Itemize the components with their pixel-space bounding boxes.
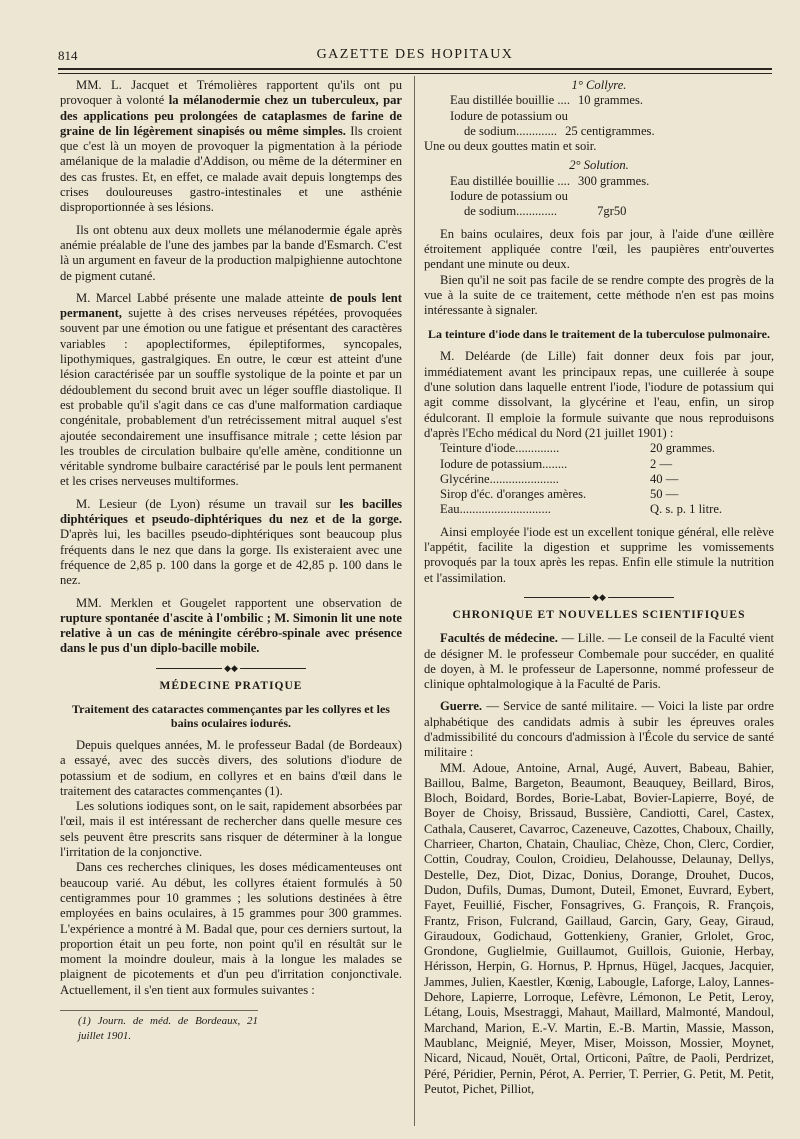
- header-rule: [58, 68, 772, 74]
- section-divider: ◆◆: [156, 663, 306, 673]
- recipe-ingredient: Iodure de potassium........: [440, 456, 568, 471]
- recipe-amount: 2 —: [650, 456, 673, 471]
- section-title-medecine: MÉDECINE PRATIQUE: [159, 679, 303, 692]
- subtitle-cataractes: Traitement des cataractes commençantes par les collyres et les bains oculaires iodurés.: [72, 701, 390, 730]
- paragraph-bien: Bien qu'il ne soit pas facile de se rendre compte des progrès de la vue à la suite de ce traitement, cette méthode n'en est pas moins intéressante à signaler.: [424, 272, 774, 318]
- recipe-ingredient: Sirop d'éc. d'oranges amères.: [440, 487, 587, 502]
- right-column: [424, 78, 774, 1097]
- column-divider: [414, 76, 415, 1126]
- recipe-amount: 40 —: [650, 471, 679, 486]
- formula-row: de sodium............. 7gr50: [464, 204, 627, 219]
- paragraph-guerre: Guerre. — Service de santé militaire. — Voici la liste par ordre alphabétique des candidats admis à subir les épreuves orales d'admissibilité du concours d'admission à l'École du service de santé militaire :: [424, 699, 774, 760]
- page-header: [58, 44, 772, 66]
- formula-row: Eau distillée bouillie .... 300 grammes.: [450, 173, 650, 188]
- paragraph-lesieur: M. Lesieur (de Lyon) résume un travail sur les bacilles diphtériques et pseudo-diphtériques du nez et de la gorge. D'après lui, les bacilles pseudo-diphtériques sont beaucoup plus fréquents dans le nez que dans la gorge. Ils existeraient avec une fréquence de 2,85 p. 100 dans la gorge et de 42,85 p. 100 dans le nez.: [60, 496, 402, 588]
- paragraph-delearde: M. Deléarde (de Lille) fait donner deux fois par jour, immédiatement avant les principaux repas, une cuillerée à soupe d'une solution dans laquelle entrent l'iode, l'iodure de potassium qui agit comme dissolvant, la glycérine et l'eau, enfin, un sirop édulcorant. Il emploie la formule suivante que nous reproduisons d'après l'Echo médical du Nord (21 juillet 1901) :: [424, 349, 774, 440]
- paragraph-candidats: MM. Adoue, Antoine, Arnal, Augé, Auvert, Babeau, Bahier, Baillou, Balme, Bargeton, Beaumont, Beauquey, Beillard, Biros, Bloch, Boidard, Bordes, Borie-Labat, Bovier-Lapierre, Boyé, de Boyer de Choisy, Brissaud, Bussière, Candiotti, Carel, Castex, Cathala, Causeret, Cavarroc, Cazeneuve, Cazottes, Chaboux, Chailly, Charrieer, Charton, Chatain, Chauliac, Chèze, Chon, Clerc, Cordier, Cottin, Coudray, Coulon, Croidieu, Delahousse, Delaunay, Dellys, Destelle, Dez, Diot, Dizac, Donius, Dorange, Drouhet, Ducos, Dudon, Dufils, Dumas, Dumont, Duteil, Emonet, Euvrard, Eybert, Fayet, Feuillié, Fischer, Fonsagrives, G. François, R. François, Frantz, Frison, Fulcrand, Gaillaud, Garcin, Gary, Geay, Giraud, Giraudoux, Godichaud, Gottenkieny, Granier, Grlolet, Groc, Grondone, Guglielmie, Guillaumot, Guillois, Guionie, Herbay, Hérisson, Herpin, G. Hornus, P. Hprnus, Hügel, Jacques, Jacquier, Jammes, Julien, Kaestler, Kœnig, Labougle, Laforge, Laloy, Lannes-Dehore, Lapierre, Lorroque, Lefèvre, Lémonon, Le Petit, Leroy, Létang, Louis, Msestraggi, Mahaut, Maillard, Malmonté, Mandoul, Marchand, Marion, E.-V. Martin, E.-B. Martin, Massie, Masson, Maublanc, Meignié, Meyer, Miser, Moisson, Mossier, Moynet, Nicard, Nicaud, Nouët, Ortal, Orticoni, Paître, de Paoli, Perdrizet, Péré, Péridier, Pernin, Pérot, A. Perrier, T. Perrier, G. Petit, M. Petit, Peutot, Pichet, Pilliot,: [424, 760, 774, 1096]
- paragraph-solutions: Les solutions iodiques sont, on le sait, rapidement absorbées par l'œil, mais il est intéressant de rechercher dans quelle mesure ces sels peuvent être prescrits sans risquer de déterminer à la longue l'irritation de la conjonctive.: [60, 799, 402, 860]
- journal-title: GAZETTE DES HOPITAUX: [316, 47, 514, 62]
- paragraph-jacquet: MM. L. Jacquet et Trémolières rapportent qu'ils ont pu provoquer à volonté la mélanodermie chez un tuberculeux, par des applications peu prolongées de cataplasmes de farine de graine de lin légèrement sinapisés ou même simples. Ils croient que c'est là un moyen de provoquer la pigmentation à la période amélanique de la maladie d'Addison, ou même de la déterminer en des cas frustes. Et, en effet, ce malade avait depuis longtemps des crises douloureuses gastro-intestinales et une asthénie disproportionnée à ses lésions.: [60, 78, 403, 215]
- paragraph-facultes: Facultés de médecine. — Lille. — Le conseil de la Faculté vient de désigner M. le professeur Combemale pour succéder, en qualité de doyen, à M. le professeur de Lapersonne, nommé professeur de clinique ophtalmologique à la Faculté de Paris.: [424, 631, 774, 692]
- paragraph-mollets: Ils ont obtenu aux deux mollets une mélanodermie égale après anémie préalable de l'une des jambes par la bande d'Esmarch. C'est là un argument en faveur de la production malpighienne autochtone de pigment cutané.: [60, 222, 402, 283]
- left-column: [60, 78, 402, 1045]
- page-number: 814: [58, 48, 78, 63]
- formula-row: Eau distillée bouillie .... 10 grammes.: [450, 93, 644, 108]
- formula-note: Une ou deux gouttes matin et soir.: [424, 139, 597, 154]
- recipe-amount: Q. s. p. 1 litre.: [650, 502, 723, 517]
- recipe-amount: 50 —: [650, 487, 679, 502]
- paragraph-merklen: MM. Merklen et Gougelet rapportent une observation de rupture spontanée d'ascite à l'ombilic ; M. Simonin lit une note relative à un cas de méningite cérébro-spinale avec présence dans le pus d'un diplo-bacille mobile.: [60, 595, 402, 656]
- paragraph-ainsi: Ainsi employée l'iode est un excellent tonique général, elle relève l'appétit, facilite la digestion et supprime les vomissements provoqués par la toux après les repas. Enfin elle stimule la nutrition et l'assimilation.: [424, 524, 774, 585]
- formula-row: Iodure de potassium ou: [450, 189, 568, 204]
- section-divider: ◆◆: [524, 592, 674, 602]
- recipe-ingredient: Glycérine......................: [440, 471, 559, 486]
- recipe-table: [424, 441, 774, 517]
- paragraph-recherches: Dans ces recherches cliniques, les doses médicamenteuses ont beaucoup varié. Au début, les collyres étaient formulés à 50 centigrammes pour 10 grammes ; les solutions destinées à être employées en bains oculaires, à 15 grammes pour 300 grammes. L'expérience a montré à M. Badal que, pour ces derniers surtout, la proportion était un peu forte, non point qu'il en résultât sur le moment la moindre douleur, mais à la longue les malades se plaignent de picotements et d'un peu d'irritation conjonctivale. Actuellement, il s'en tient aux formules suivantes :: [60, 860, 402, 997]
- paragraph-bains: En bains oculaires, deux fois par jour, à l'aide d'une œillère étroitement appliquée contre l'œil, les paupières entr'ouvertes pendant une minute ou deux.: [424, 226, 774, 272]
- paragraph-labbe: M. Marcel Labbé présente une malade atteinte de pouls lent permanent, sujette à des crises nerveuses répétées, provoquées souvent par une émotion ou une fatigue et présentant des caractères variables : apoplectiformes, épileptiformes, syncopales, lipothymiques, gastralgiques. En outre, le cœur est atteint d'une lésion caractérisée par un souffle systolique de la pointe et par un dédoublement du second bruit avec un léger souffle diastolique. Il est probable qu'il s'agit dans ce cas d'une malformation cardiaque congénitale, probablement d'un retrécissement mitral auquel s'est ajoutée secondairement une insuffisance mitrale ; cette lésion par les troubles de circulation bulbaire qu'elle amène, conditionne un véritable syndrome bulbaire caractérisé par le pouls lent permanent et les crises nerveuses multiformes.: [60, 290, 402, 489]
- footnote: (1) Journ. de méd. de Bordeaux, 21 juillet 1901.: [60, 1010, 258, 1045]
- formula-solution-title: 2° Solution.: [569, 158, 629, 173]
- recipe-amount: 20 grammes.: [650, 441, 716, 456]
- formula-row: Iodure de potassium ou: [450, 108, 568, 123]
- formula-row: de sodium............. 25 centigrammes.: [464, 123, 655, 138]
- section-title-chronique: CHRONIQUE ET NOUVELLES SCIENTIFIQUES: [452, 608, 746, 621]
- subtitle-teinture: La teinture d'iode dans le traitement de la tuberculose pulmonaire.: [428, 327, 770, 342]
- formula-collyre-title: 1° Collyre.: [571, 78, 627, 92]
- paragraph-badal: Depuis quelques années, M. le professeur Badal (de Bordeaux) a essayé, avec des succès divers, des solutions d'iodure de potassium et de sodium, en collyres et en bains d'œil dans le traitement des cataractes commençantes (1).: [60, 737, 402, 798]
- recipe-ingredient: Eau.............................: [440, 502, 551, 517]
- recipe-ingredient: Teinture d'iode..............: [440, 441, 560, 456]
